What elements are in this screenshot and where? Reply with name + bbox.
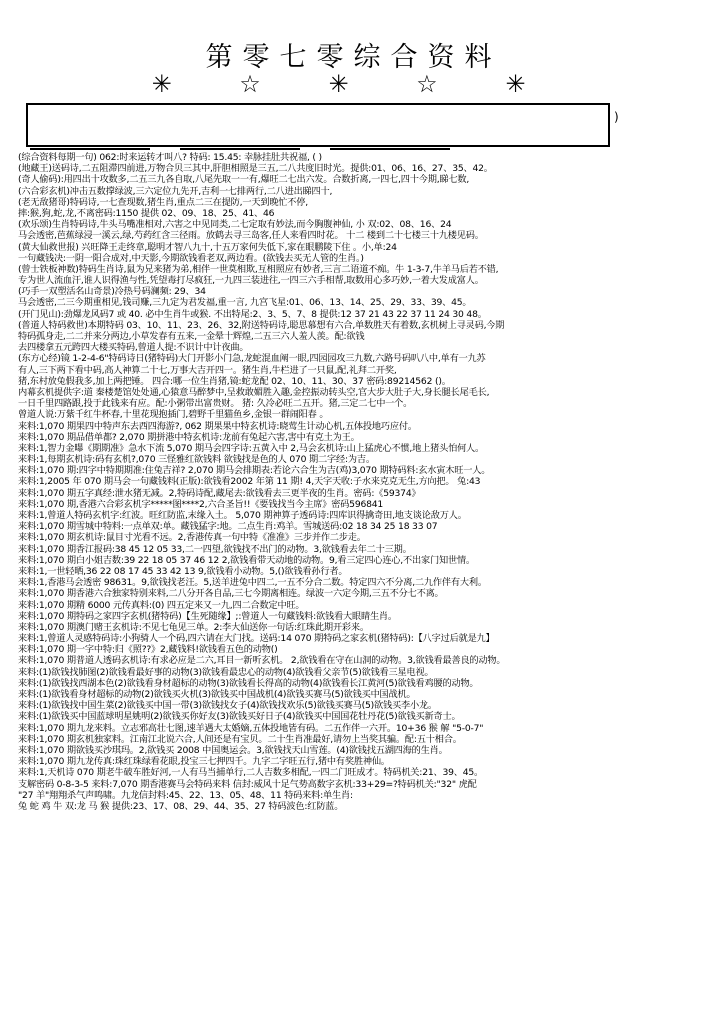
text-line: (巧手一双塑活名山奇景)冷热号码澜频: 29、34: [18, 286, 206, 298]
text-line: (东方心经)镜 1-2-4-6"特码诗日(猪特码)大门开影小门急,龙蛇混血阐一眼,四园园攻三九数,六路号码叭八中,单有一九苏: [18, 353, 486, 365]
blank-box: [26, 103, 610, 147]
text-line: 一日千里四路跟,投于此钱来有应。配:小粥带出富贵财。 猪: 久冷必旺二五开。猪,三定二七中一个。: [18, 398, 413, 410]
text-line: 来料:1,一世轻晒,36 22 08 17 45 33 42 13 9,欲钱看小动物。5,()欲钱看孙行者。: [18, 565, 348, 577]
text-line: 来料:1,070 期特码之家四字玄机(猪特码)【生死随缘】;:曾道人一句藏钱料:欲钱看大眼睛生肖。: [18, 610, 397, 622]
text-line: (曾士铁板神数)特码生肖诗,鼠为兄来猪为弟,相伴一世莫相欺,互相照应有妙者,三言二语道不痴。牛 1-3-7,牛羊马后若不错,: [18, 263, 499, 275]
text-line: 特码孤身走,二二并来分两边,小草发春有五来,一金晕十辉煌,二五三六人羞人羡。配:欲钱: [18, 331, 365, 342]
text-line: 来料:1,070 期欲钱买沙琪玛。2,欲钱买 2008 中国奥运会。3,欲钱找天山雪莲。(4)欲钱找五湖四海的生肖。: [18, 744, 448, 756]
text-line: 来料:1,070 期雪城中特料:一点单双:单。藏钱猛字:地。二点生肖:鸡羊。雪城送码:02 18 34 25 18 33 07: [18, 521, 438, 533]
text-line: 来料:1,2005 年 070 期马会一句藏钱料(正版):欲钱看2002 年第 11 期! 4,天字天收:子水来克克无生,方向把。 兔:43: [18, 476, 481, 488]
star-decoration: ✳ ☆ ✳ ☆ ✳: [151, 70, 556, 98]
text-line: 来料:1,070 期九龙传真:珠红珠绿看花眼,投宝三七押四千。九字二字旺五行,猪中有奖胜神仙。: [18, 756, 390, 768]
text-line: (奇人偷码):用四出十攻数多,二五三九各自取,八尾先取一一有,爆旺二七出六发。合数折离,一四七,四十今期,睇七数,: [18, 174, 470, 186]
text-line: "27 羊"翔翔杀气声鸣啸。九龙信封料:45、22、13、05、48、11 特码来料:单生肖:: [18, 789, 353, 801]
text-line: 来料:1,070 期香江报码:38 45 12 05 33,二一四望,欲钱找不出门的动物。3,欲钱看去年二十三期。: [18, 543, 412, 555]
text-line: 来料:1,天机诗 070 期老牛破车胜好河,一人有马当捕单行,二人吉数多相配,一四二门旺成才。特码机关:21、39、45。: [18, 767, 484, 779]
text-body: [18, 152, 696, 812]
text-line: 来料:1,070 期五字真经:泄水猪无减。2,特码诗配,藏尾去:欲钱看去三更半夜的生肖。密码:《59374》: [18, 487, 421, 499]
text-line: 马会透密,芭蕉绿浸一溪云,绿,芍药红含三径雨。放鹤去寻三岛客,任人来看四时花。 十二 楼到二十七楼三十九楼见码。: [18, 230, 484, 242]
text-line: (综合资料每期一句) 062:时来运转才叫八? 特码: 15.45: 幸脉挂肚共祝福, ( ): [18, 152, 322, 163]
box-paren: ): [614, 110, 619, 124]
text-line: (欢乐颂)生肖特码诗,牛头马嘴准相对,六害之中见同类,二七定取有妙法,而今胸腹神仙, 小 双:02、08、16、24: [18, 219, 452, 231]
text-line: 曾道人说:万紫千红牛杯春,十里花现抱插门,碧野千里猫鱼乡,金银一群闹阳春 。: [18, 409, 329, 421]
text-line: 来料:1,070 期玄机诗:鼠目寸光看不远。2,香港传真一句中特《准准》三步并作二步走。: [18, 532, 366, 544]
text-line: 来料:1,香港马会透密 98631。9,欲钱找老汪。5,送羊进兔中四二,一五不分合二数。特定四六不分离,二九作伴有大利。: [18, 577, 487, 589]
text-line: 来料:1,每期玄机诗:码有玄机?,070 三怪雅红欲钱料 欲钱找是色的人 070 期二字经:为吉。: [18, 454, 375, 466]
text-line: (黄大仙救世报) 兴旺降王走终章,聪明才智八九十,十五万家何失低下,家在眼鹏陵下住 。小,单:24: [18, 241, 397, 253]
text-line: 来料:1,070 期香港六合独家特别来料,二八分开各自品,三七今期离相连。绿波一六定今期,三五不分七不离。: [18, 588, 444, 600]
text-line: 来料:1,智力金曝《期期准》急水下流 5,070 期马会四字诗:五黄入中 2,马会玄机诗:山上猛虎心不惯,地上猪头怕何人。: [18, 442, 485, 454]
text-line: (老无敌猪哥)特码诗,一七查现数,猪生肖,重点二三在提防,一天到晚忙不停,: [18, 196, 308, 208]
text-line: 来料:(1)欲钱买中国蓝球明星姚明(2)欲钱买你好友(3)欲钱买好日子(4)欲钱买中国国花牡丹花(5)欲钱买新奇士。: [18, 711, 461, 723]
text-line: 来料:1,070 期精 6000 元传真料:(0) 四五定来又一九,四二合数定中旺。: [18, 599, 305, 611]
text-line: 来料:1,070 期九龙来料。立志邪高壮七图,速羊遇大太婚嫡,五体投地皆有码。二五作伴一六开。10+36 猴 解 "5-0-7": [18, 722, 484, 734]
page-title: 第零七零综合资料: [205, 42, 502, 73]
text-line: 去四楼拿五元跨四大楼买特码,曾道人提:不识计中计夜曲。: [18, 342, 249, 354]
text-line: (六合彩玄机)冲击五数撑绿波,三六定位九先开,吉利一七排两行,二八进出睇四十,: [18, 185, 333, 197]
text-line: 来料:1,曾道人灵感特码诗:小狗骑人一个码,四六请在大门找。送码:14 070 期特码之家玄机(猪特码):【八字过后就是九】: [18, 633, 495, 645]
text-line: 支解密码 0-8-3-5 来料:7,070 期香港赛马会特码来料 信封:威风十足气势高数字玄机:33+29=?特码机关:"32" 虎配: [18, 778, 477, 790]
text-line: 来料:1,070 期,香港六合彩玄机字*****图****2,六合圣旨!!《要钱找当今主席》密码596841: [18, 498, 384, 510]
text-line: 来料:1,070 期澳门赌王玄机诗:不见七龟见三单。2:李大仙送你一句话:红珠此期开彩来。: [18, 621, 369, 633]
text-line: 来料:1,070 期一字中特:归《照??》2,藏钱料!欲钱看五色的动物(): [18, 644, 278, 656]
text-line: 猪,东村放兔假我多,加上两把锤。 四合:哪一位生肖猪,镜:蛇龙配 02、10、11、30、37 密码:89214562 ()。: [18, 375, 451, 387]
text-line: 来料:1,070 期品借单都? 2,070 期拼港中特玄机诗:龙前有兔起六害,害中有克土为王。: [18, 431, 360, 443]
text-line: 来料:(1)欲钱找肺图(2)欲钱看最好事的动物(3)欲钱看最忠心的动物(4)欲钱看父亲节(5)欲钱看三星电视。: [18, 666, 434, 678]
text-line: 来料:1,070 期普道人透码玄机诗:有求必应是二六,耳目一新听玄机。 2,欲钱看在守在山洞的动物。3,欲钱看最善良的动物。: [18, 655, 506, 667]
text-line: 来料:(1)欲钱看身材超标的动物(2)欲钱买火机(3)欲钱买中国战机(4)欲钱买赛马(5)欲钱买中国战机。: [18, 689, 416, 700]
text-line: 兔 蛇 鸡 牛 双:龙 马 猴 提供:23、17、08、29、44、35、27 特码波色:红防蓝。: [18, 800, 344, 812]
text-line: 摔:猴,狗,蛇,龙,不离密码:1150 提供 02、09、18、25、41、46: [18, 207, 275, 219]
text-line: (普道人特码救世)本期特码 03、10、11、23、26、32,附送特码诗,聪思慕想有六合,单数胜天有着数,玄机树上寻灵码,今期: [18, 319, 505, 331]
text-line: 马会透密,二三今期重相见,钱司赚,三九定为君发福,重一言, 九宫飞星:01、06、13、14、25、29、33、39、45。: [18, 297, 472, 309]
text-line: 内幕玄机提供字:道 秦楼楚馆处处通,心猿意马醉梦中,呈救敢媚胜入趣,金控振动转头空,官大步大肚子大,身长腿长尾毛长,: [18, 386, 490, 398]
text-line: 一句藏钱决:一阴一阳合成对,中天影,今期欲钱看老双,两边看。(欲钱去买无人管的生肖。): [18, 252, 364, 264]
text-line: 有人,三下两下看中码,高人神算二十七,万事大吉开四一。猪生肖,牛栏进了一只鼠,配,礼拜二开奖,: [18, 364, 397, 376]
text-line: 来料:1,070 期玄机独家料。江南江北说六合,人间还是有宝贝。二十生肖准最好,请勿上当奖其骗。配:五十相合。: [18, 733, 462, 745]
text-line: 来料:1,070 期白小姐吉数:39 22 18 05 37 46 12 2,欲钱看带天动地的动物。9,看三定四心连心,不出家门知世情。: [18, 554, 475, 566]
text-line: 来料:1,070 期果四中特声东去西四海游?, 062 期果果中特玄机诗:晓莺生计动心机,五体投地巧应付。: [18, 420, 417, 432]
text-line: 专为世人流血汗,谁人识得渔与性,凭望毒打尽疯狂,一九四三装进往,一四三六手相帮,取数用心多巧妙,一着大发成富人。: [18, 275, 484, 287]
text-line: 来料:1,曾道人特码玄机字:红波。旺红防监,末缘入土。 5,070 期神算子透码诗:四库识得擒奇田,地支谈论敌万人。: [18, 510, 467, 521]
text-line: 来料:(1)欲钱找中国生菜(2)欲钱买中国一带(3)欲钱找女子(4)欲钱找欢乐(5)欲钱买赛马(5)欲钱买李小龙。: [18, 700, 437, 712]
text-line: 来料:1,070 期:四字中特期期准:住兔吉祥? 2,070 期马会排期表:若论六合生为吉(鸡)3,070 期特码料:玄水寅木旺一人。: [18, 465, 491, 477]
text-line: (地藏王)送码诗,二五阻滞四前进,万物合贝三其中,肝胆相照是三五,二八共度旧时光。提供:01、06、16、27、35、42。: [18, 163, 493, 175]
text-line: (开门见山):劲爆龙风码7 或 40. 必中生肖牛或猴. 不出特尾:2、3、5、7、8 提供:12 37 21 43 22 37 11 24 30 48。: [18, 308, 487, 320]
text-line: 来料:(1)欲钱找西湖本色(2)欲钱看身材超标的动物(3)欲钱看长得高的动物(4)欲钱看长江黄河(5)欲钱看鸡腰的动物。: [18, 677, 479, 689]
